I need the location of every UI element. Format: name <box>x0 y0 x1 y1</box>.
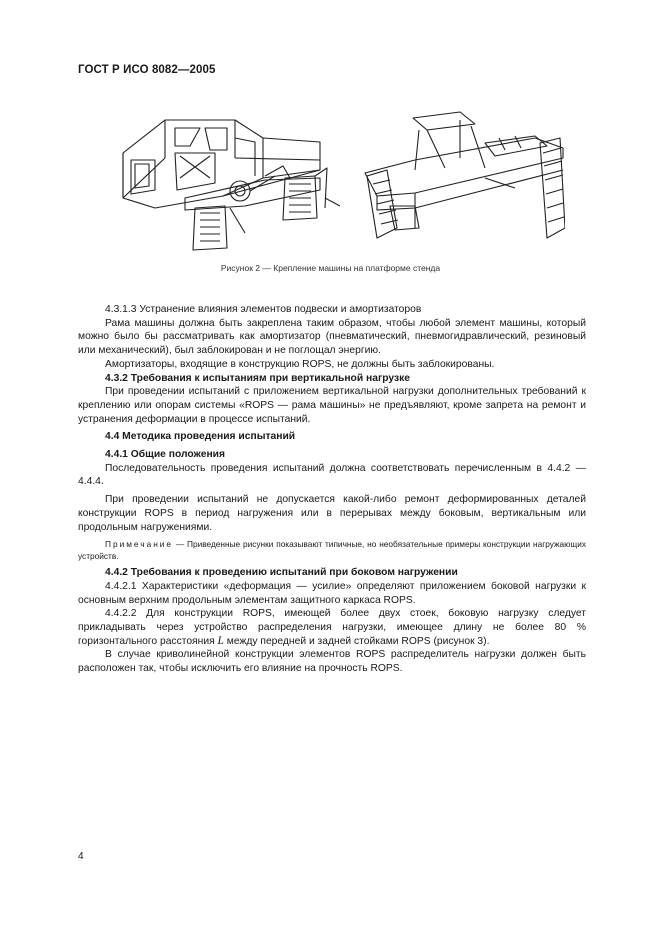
right-machine-drawing <box>365 112 565 238</box>
section-4-4-heading: 4.4 Методика проведения испытаний <box>105 431 296 443</box>
section-4-4-2-heading: 4.4.2 Требования к проведению испытаний при боковом нагружении <box>105 567 458 579</box>
paragraph: Амортизаторы, входящие в конструкцию ROPS, не должны быть заблокированы. <box>105 358 495 370</box>
section-4-3-2-heading: 4.3.2 Требования к испытаниям при вертикальной нагрузке <box>105 372 410 384</box>
paragraph: В случае криволинейной конструкции элементов ROPS распределитель нагрузки должен быть расположен так, чтобы исключить его влияние на прочность ROPS. <box>78 649 586 675</box>
figure-machine-mounting <box>115 98 565 258</box>
paragraph: Последовательность проведения испытаний должна соответствовать перечисленным в 4.4.2 — 4.4.4. <box>78 462 586 488</box>
document-header: ГОСТ Р ИСО 8082—2005 <box>78 64 216 76</box>
paragraph-part: между передней и задней стойками ROPS (рисунок 3). <box>223 635 490 647</box>
paragraph: При проведении испытаний не допускается какой-либо ремонт деформированных деталей конструкции ROPS в период нагружения или в перерывах между боковым, вертикальным или продольным нагружениями. <box>78 494 586 533</box>
body-text <box>78 303 586 676</box>
section-4-3-1-3-title: 4.3.1.3 Устранение влияния элементов подвески и амортизаторов <box>105 304 422 315</box>
page-number: 4 <box>78 851 84 862</box>
note-text: — Приведенные рисунки показывают типичные, но необязательные примеры конструкции нагружающих устройств. <box>78 539 586 562</box>
paragraph: 4.4.2.1 Характеристики «деформация — усилие» определяют приложением боковой нагрузки к основным верхним продольным элементам защитного каркаса ROPS. <box>78 580 586 606</box>
variable-L: L <box>217 634 224 647</box>
section-4-4-1-heading: 4.4.1 Общие положения <box>105 449 225 461</box>
paragraph <box>78 607 586 648</box>
note-label: Примечание <box>105 539 174 550</box>
paragraph-part: 4.4.2.2 Для конструкции ROPS, имеющей более двух стоек, боковую нагрузку следует прикладывать через устройство распределения нагрузки, имеющее длину не более 80 % горизонтального расстояния <box>78 608 586 647</box>
left-machine-drawing <box>123 120 340 250</box>
paragraph: Рама машины должна быть закреплена таким образом, чтобы любой элемент машины, который можно было бы рассматривать как амортизатор (пневматический, пневмогидравлический, резиновый или механический), был заблокирован и не поглощал энергию. <box>78 317 586 357</box>
figure-caption: Рисунок 2 — Крепление машины на платформе стенда <box>220 263 441 273</box>
paragraph: При проведении испытаний с приложением вертикальной нагрузки дополнительных требований к креплению или опорам системы «ROPS — рама машины» не предъявляют, кроме запрета на ремонт и устранения деформации в процессе испытаний. <box>78 386 586 425</box>
note <box>78 538 586 562</box>
